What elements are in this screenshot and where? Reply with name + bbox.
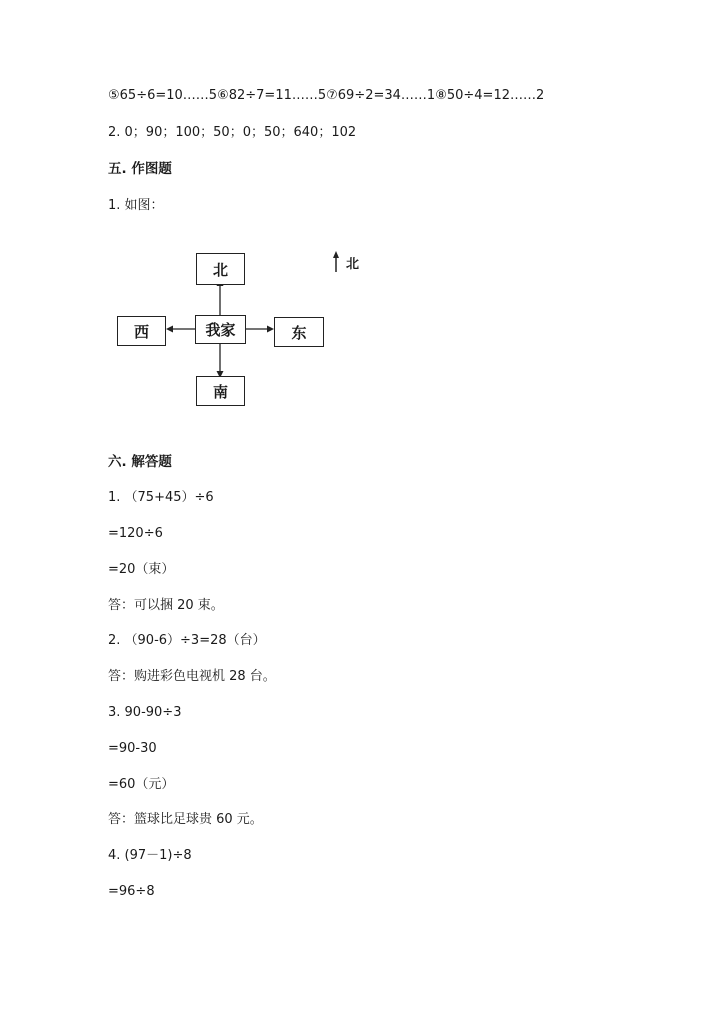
- south-box: 南: [196, 376, 245, 406]
- solution-line: 答：篮球比足球贵 60 元。: [108, 812, 263, 827]
- solution-line: =90-30: [108, 741, 157, 756]
- solution-line: =60（元）: [108, 777, 175, 792]
- compass-north-label: 北: [346, 257, 360, 272]
- solution-line: 1. （75+45）÷6: [108, 490, 214, 505]
- east-box: 东: [274, 317, 324, 347]
- solution-line: =120÷6: [108, 526, 163, 541]
- solution-line: 答：购进彩色电视机 28 台。: [108, 669, 276, 684]
- solution-line: 4. (97－1)÷8: [108, 848, 192, 863]
- solution-line: =96÷8: [108, 884, 155, 899]
- q2-answers-line: 2. 0；90；100；50；0；50；640；102: [108, 125, 357, 140]
- division-answers-line: ⑤65÷6=10……5⑥82÷7=11……5⑦69÷2=34……1⑧50÷4=12……2: [108, 88, 545, 103]
- solution-line: =20（束）: [108, 562, 175, 577]
- section6-title: 六. 解答题: [108, 454, 172, 470]
- west-box: 西: [117, 316, 166, 346]
- home-box: 我家: [195, 315, 246, 344]
- north-box: 北: [196, 253, 245, 285]
- solution-line: 3. 90-90÷3: [108, 705, 182, 720]
- section5-item1: 1. 如图：: [108, 198, 164, 213]
- solution-line: 2. （90-6）÷3=28（台）: [108, 633, 266, 648]
- section5-title: 五. 作图题: [108, 161, 172, 177]
- solution-line: 答：可以捆 20 束。: [108, 598, 224, 613]
